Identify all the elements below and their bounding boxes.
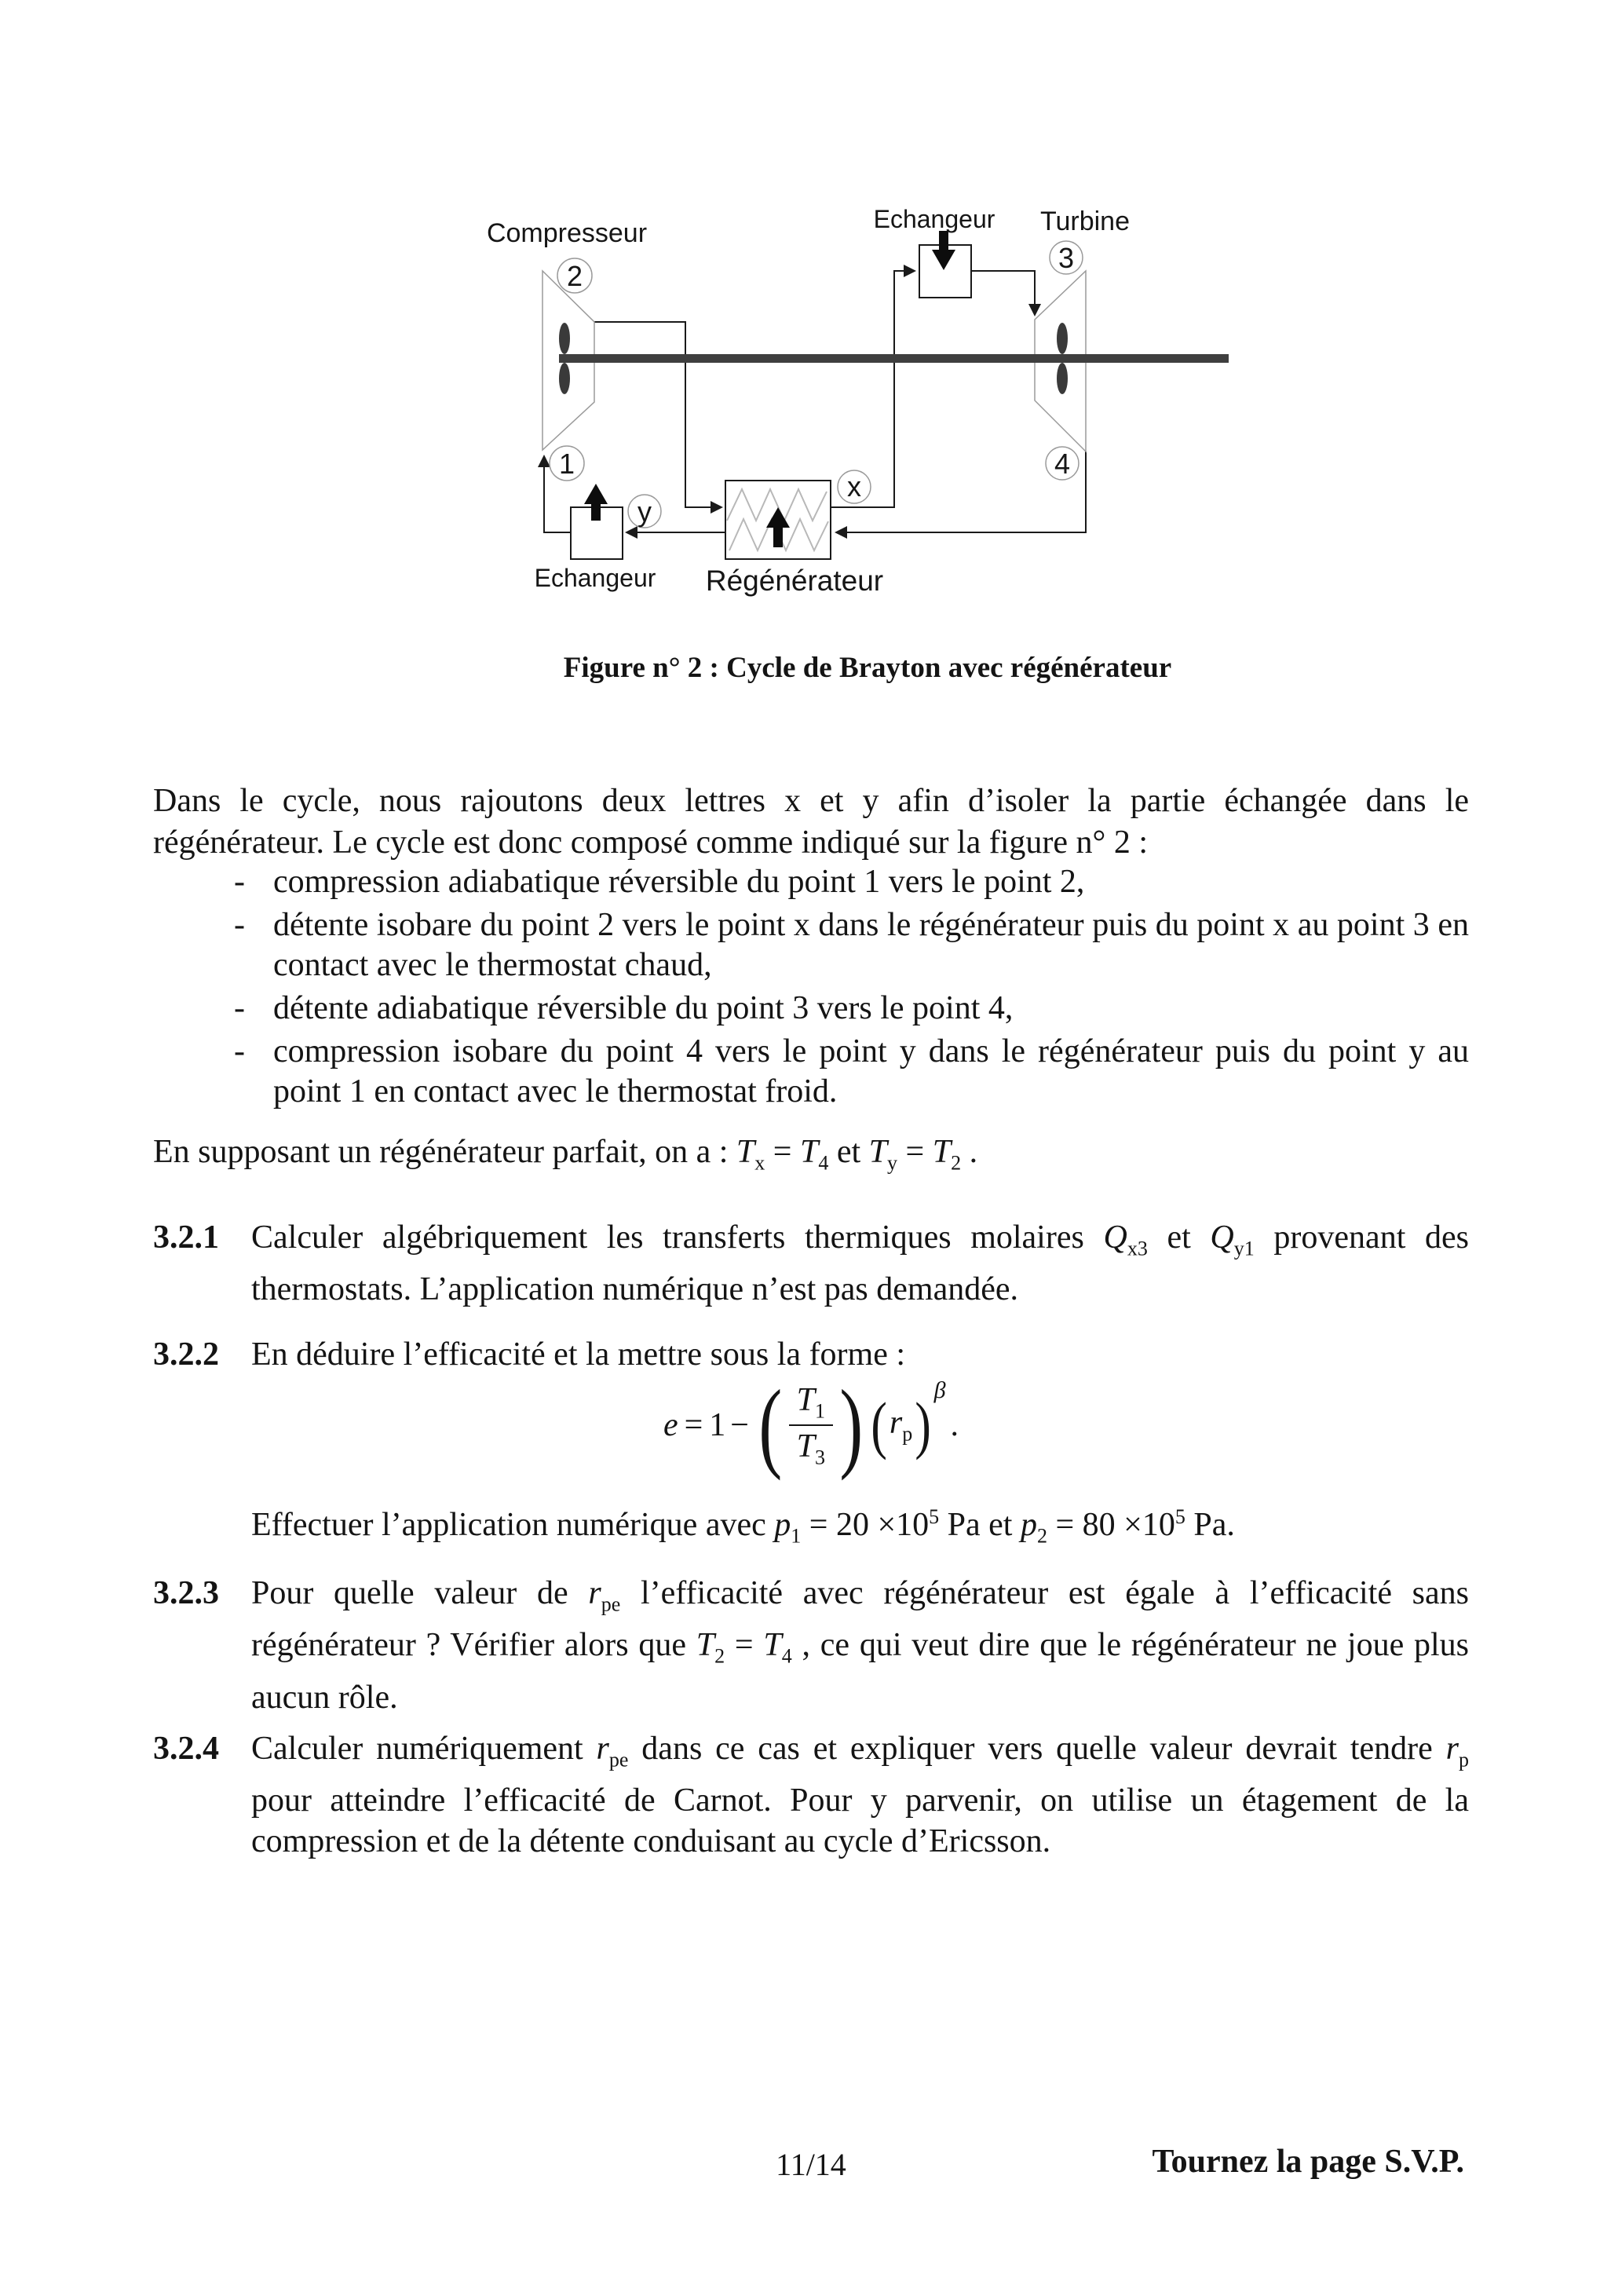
compressor-label: Compresseur [486, 218, 648, 248]
question-text: Calculer numériquement $r_{pe}$ dans ce cas et expliquer vers quelle valeur devrait tendre $r_p$ pour atteindre l’efficacité de Carnot. Pour y parvenir, on utilise un étagement de la compression et de la détente conduisant au cycle d’Ericsson. [251, 1731, 1469, 1860]
r-subscript: p [902, 1422, 913, 1446]
r-symbol: r [889, 1405, 903, 1442]
big-close-paren: ) [839, 1369, 864, 1481]
list-bullet: - [234, 1033, 245, 1069]
list-bullet: - [234, 864, 245, 900]
list-bullet: - [234, 907, 245, 943]
question-3-2-4 [153, 1728, 1469, 1862]
question-text: Calculer algébriquement les transferts thermiques molaires $Q_{x3}$ et $Q_{y1}$ provenant des thermostats. L’application numérique n’est pas demandée. [251, 1219, 1469, 1308]
question-number: 3.2.4 [153, 1731, 219, 1767]
pipe-4-to-regenerator [847, 452, 1086, 532]
formula-minus: − [730, 1407, 749, 1443]
page-number: 11/14 [776, 2147, 846, 2182]
point-3-label: 3 [1058, 242, 1075, 274]
point-1-label: 1 [558, 448, 575, 480]
arrowhead-into-regenerator-left-icon [711, 501, 723, 514]
pipe-x-to-exchanger-top [831, 271, 904, 507]
pressure-ratio [890, 1404, 912, 1446]
assumption-line: En supposant un régénérateur parfait, on a : $T_x = T_4$ et $T_y = T_2$ . [153, 1134, 978, 1175]
formula-equals: = [684, 1407, 703, 1443]
list-bullet: - [234, 990, 245, 1026]
list-item-text: détente adiabatique réversible du point 3 vers le point 4, [273, 990, 1014, 1026]
point-4-label: 4 [1054, 448, 1071, 480]
point-x-label: x [847, 470, 861, 503]
brayton-cycle-diagram [0, 0, 1622, 628]
exchanger-top-label: Echangeur [873, 205, 995, 233]
pipe-exchanger-top-to-3 [971, 271, 1035, 305]
question-number: 3.2.2 [153, 1336, 219, 1373]
fraction-numerator [789, 1381, 833, 1426]
question-3-2-2 [153, 1334, 1469, 1375]
question-number: 3.2.1 [153, 1219, 219, 1256]
fraction-denominator [789, 1426, 833, 1469]
formula-period: . [950, 1407, 959, 1443]
shaft [559, 354, 1229, 363]
T-subscript: 3 [814, 1446, 825, 1469]
question-3-2-3 [153, 1573, 1469, 1718]
list-item [234, 989, 1469, 1029]
turn-page-notice: Tournez la page S.V.P. [1152, 2144, 1464, 2180]
question-text: Pour quelle valeur de $r_{pe}$ l’efficacité avec régénérateur est égale à l’efficacité sans régénérateur ? Vérifier alors que $T_2 = T_4$ , ce qui veut dire que le régénérateur ne joue plus aucun rôle. [251, 1575, 1470, 1716]
big-open-paren: ( [758, 1369, 783, 1481]
beta-exponent: β [933, 1377, 946, 1403]
med-close-paren: ) [915, 1389, 932, 1461]
cycle-steps-list [234, 862, 1469, 1115]
arrowhead-into-turbine-icon [1028, 304, 1041, 316]
question-3-2-1 [153, 1217, 1469, 1310]
regenerator-label: Régénérateur [705, 565, 884, 597]
question-text: En déduire l’efficacité et la mettre sous la forme : [251, 1336, 906, 1373]
list-item-text: détente isobare du point 2 vers le point x dans le régénérateur puis du point x au point 3 en contact avec le thermostat chaud, [273, 907, 1469, 983]
point-y-label: y [637, 495, 652, 528]
exchanger-bottom-label: Echangeur [534, 564, 656, 592]
question-number: 3.2.3 [153, 1575, 219, 1611]
arrowhead-into-regenerator-right-icon [835, 526, 847, 539]
list-item [234, 1032, 1469, 1112]
arrowhead-into-exchanger-top-icon [904, 265, 916, 277]
temperature-fraction [789, 1381, 833, 1470]
med-open-paren: ( [871, 1389, 887, 1461]
figure-caption: Figure n° 2 : Cycle de Brayton avec régénérateur [563, 652, 1172, 684]
pipe-2-to-regenerator [594, 322, 711, 507]
T-symbol: T [796, 1381, 815, 1418]
T-subscript: 1 [814, 1399, 825, 1422]
intro-paragraph: Dans le cycle, nous rajoutons deux lettres x et y afin d’isoler la partie échangée dans le régénérateur. Le cycle est donc composé comme indiqué sur la figure n° 2 : [153, 783, 1469, 861]
turbine-label: Turbine [1039, 207, 1131, 236]
formula-one: 1 [709, 1407, 726, 1443]
formula-lhs: e [663, 1407, 678, 1443]
arrowhead-into-exchanger-bottom-icon [625, 526, 637, 539]
list-item [234, 905, 1469, 985]
list-item-text: compression isobare du point 4 vers le point y dans le régénérateur puis du point y au point 1 en contact avec le thermostat froid. [273, 1033, 1469, 1110]
numeric-application-line: Effectuer l’application numérique avec $p_1 = 20 \times 10^5$ Pa et $p_2 = 80 \times 10^5$ Pa. [251, 1505, 1235, 1548]
efficiency-formula [153, 1369, 1469, 1481]
list-item [234, 862, 1469, 902]
arrowhead-to-point1-icon [538, 455, 550, 467]
point-2-label: 2 [566, 260, 583, 292]
T-symbol: T [796, 1428, 815, 1464]
list-item-text: compression adiabatique réversible du point 1 vers le point 2, [273, 864, 1085, 900]
